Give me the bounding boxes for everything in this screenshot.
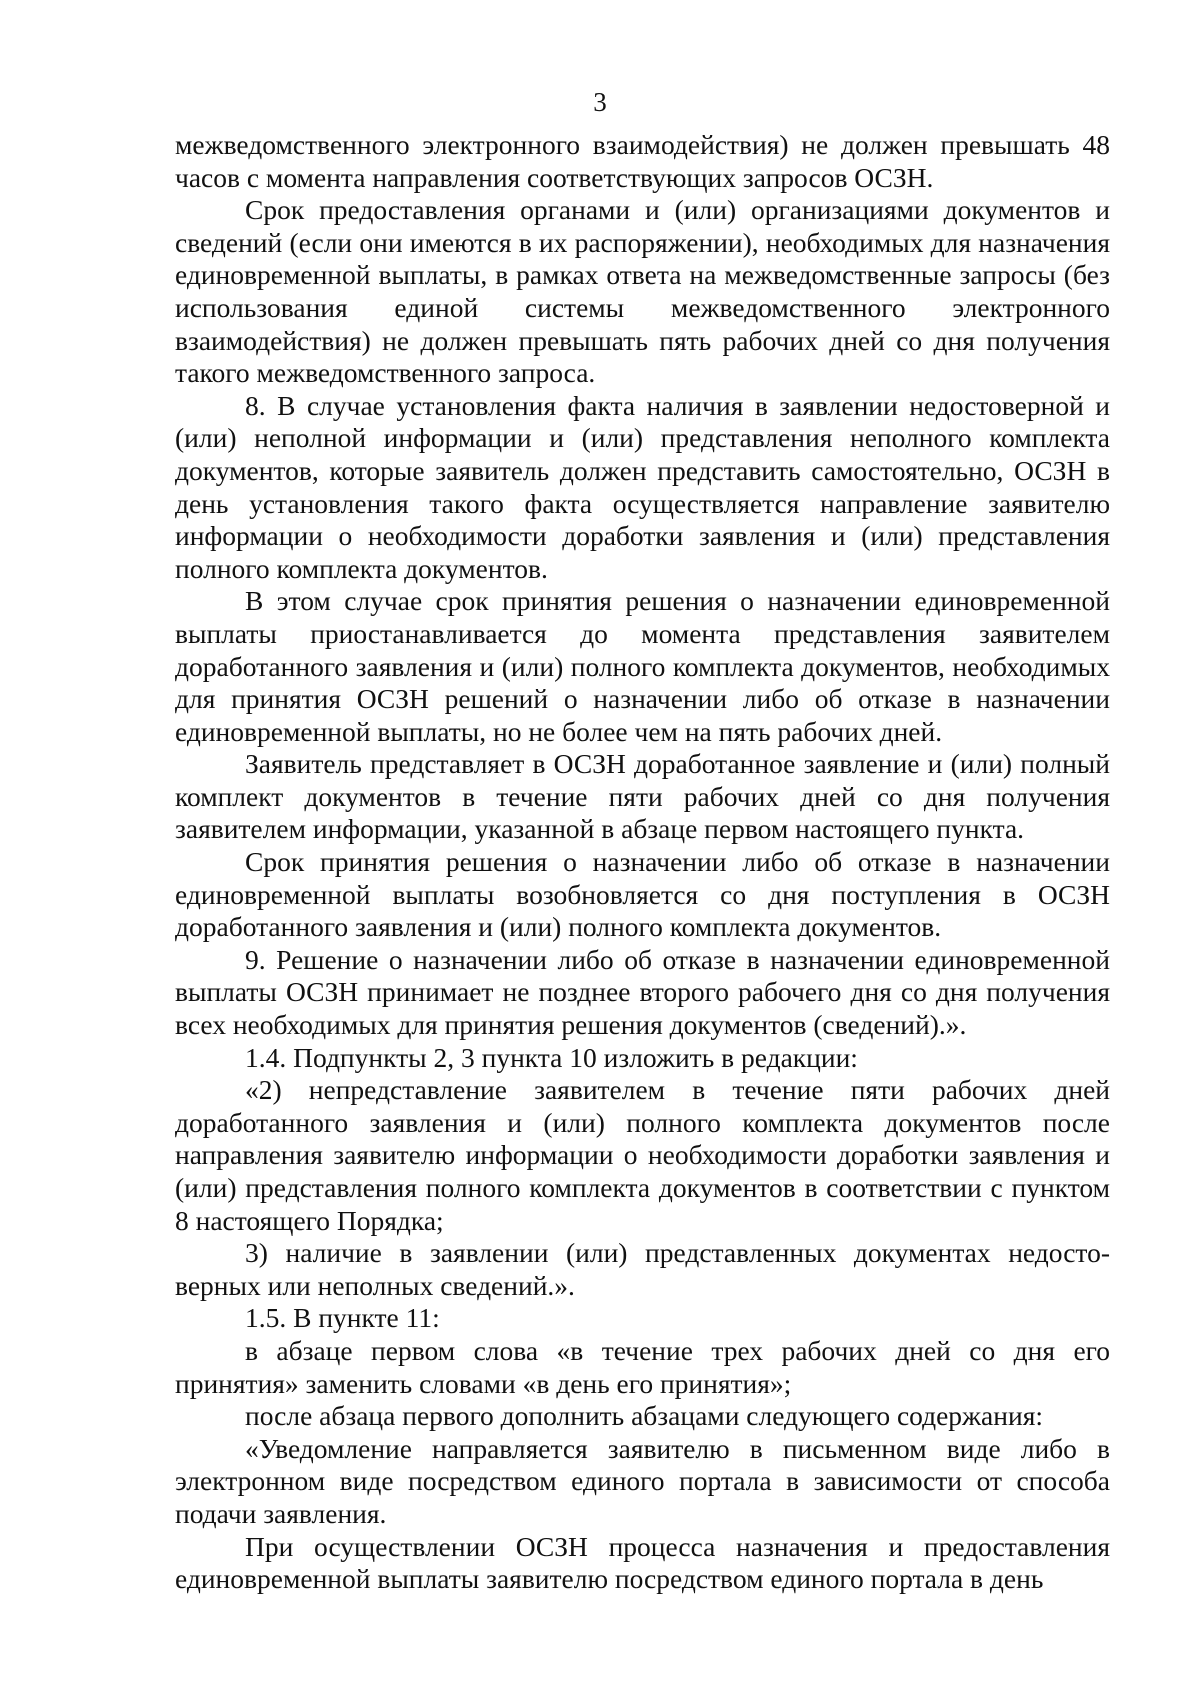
paragraph: Срок предоставления органами и (или) организациями документов и сведений (если они имеются в их распоряжении), необходимых для назначения единовременной выплаты, в рамках ответа на межведомственные запросы (без использования единой системы межведомственного электронного взаимодействия) не должен превышать пять рабочих дней со дня получения такого межведомственного запроса. <box>175 194 1110 389</box>
page-number: 3 <box>593 87 607 117</box>
paragraph: 3) наличие в заявлении (или) представленных документах недостоверных или неполных сведений.». <box>175 1237 1110 1301</box>
paragraph: 9. Решение о назначении либо об отказе в назначении единовременной выплаты ОСЗН принимает не позднее второго рабочего дня со дня получения всех необходимых для принятия решения документов (сведений).». <box>175 943 1110 1041</box>
paragraph: «2) непредставление заявителем в течение пяти рабочих дней доработанного заявления и (или) полного комплекта документов после направления заявителю информации о необходимости доработки заявления и (или) представления полного комплекта документов в соответствии с пунктом 8 настоящего Порядка; <box>175 1074 1110 1236</box>
document-body <box>175 129 1110 1596</box>
paragraph: При осуществлении ОСЗН процесса назначения и предоставления единовременной выплаты заявителю посредством единого портала в день <box>175 1530 1110 1595</box>
paragraph: Заявитель представляет в ОСЗН доработанное заявление и (или) полный комплект документов в течение пяти рабочих дней со дня получения заявителем информации, указанной в абзаце первом настоящего пункта. <box>175 748 1110 845</box>
paragraph: межведомственного электронного взаимодействия) не должен превышать 48 часов с момента направления соответствующих запросов ОСЗН. <box>175 129 1110 193</box>
paragraph: Срок принятия решения о назначении либо об отказе в назначении единовременной выплаты возобновляется со дня поступления в ОСЗН доработанного заявления и (или) полного комплекта документов. <box>175 846 1110 943</box>
paragraph: 1.4. Подпункты 2, 3 пункта 10 изложить в редакции: <box>245 1041 858 1073</box>
paragraph: 1.5. В пункте 11: <box>245 1302 440 1334</box>
paragraph: «Уведомление направляется заявителю в письменном виде либо в электронном виде посредством единого портала в зависимости от способа подачи заявления. <box>175 1432 1110 1529</box>
paragraph: в абзаце первом слова «в течение трех рабочих дней со дня его принятия» заменить словами «в день его принятия»; <box>175 1334 1110 1399</box>
paragraph: 8. В случае установления факта наличия в заявлении недостоверной и (или) неполной информации и (или) представления неполного комплекта документов, которые заявитель должен представить самостоятельно, ОСЗН в день установления такого факта осуществляется направление заявителю информации о необходимости доработки заявления и (или) представления полного комплекта документов. <box>175 389 1110 584</box>
paragraph: В этом случае срок принятия решения о назначении единовременной выплаты приостанавливается до момента представления заявителем доработанного заявления и (или) полного комплекта документов, необходимых для принятия ОСЗН решений о назначении либо об отказе в назначении единовременной выплаты, но не более чем на пять рабочих дней. <box>175 585 1110 747</box>
paragraph: после абзаца первого дополнить абзацами следующего содержания: <box>245 1400 1043 1432</box>
